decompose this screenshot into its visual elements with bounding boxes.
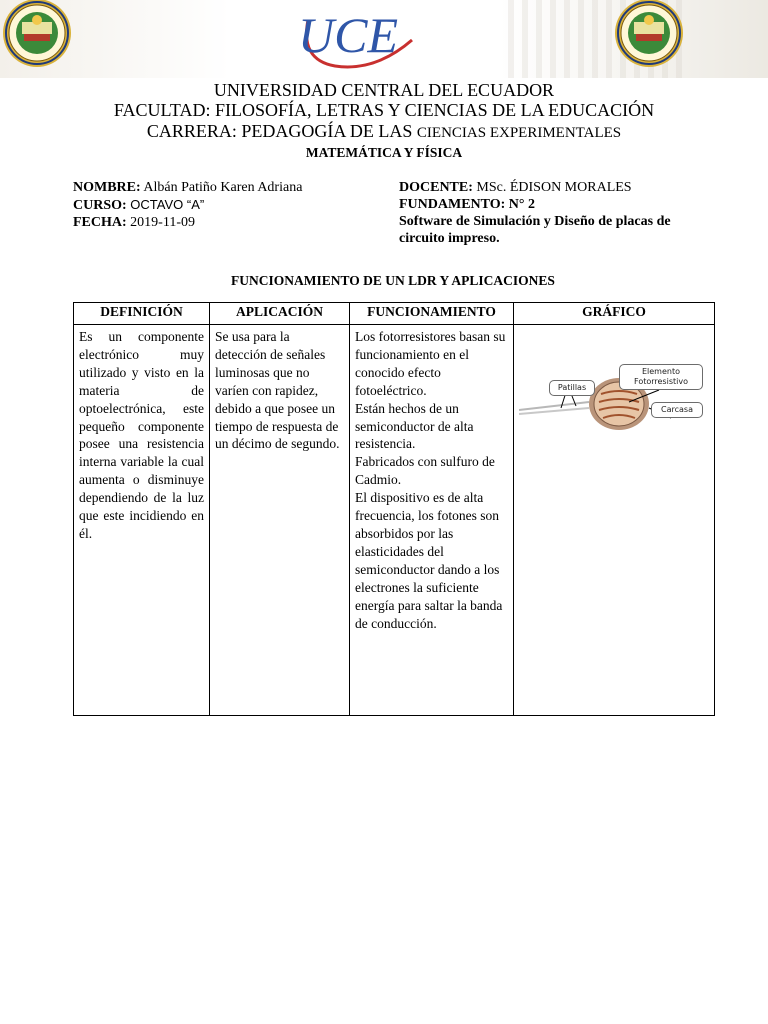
header-funcionamiento: FUNCIONAMIENTO <box>350 303 514 325</box>
document-titles <box>0 80 768 162</box>
fundamento-detail <box>399 213 719 247</box>
fundamento-detail-text: Software de Simulación y Diseño de placas de circuito impreso. <box>399 214 671 246</box>
faculty-title: FACULTAD: FILOSOFÍA, LETRAS Y CIENCIAS DE LA EDUCACIÓN <box>113 100 655 120</box>
table-header-row <box>74 303 715 325</box>
university-seal-right <box>611 0 687 72</box>
label-elemento-fotorresistivo <box>619 364 703 390</box>
subject-title: MATEMÁTICA Y FÍSICA <box>305 145 463 160</box>
docente-value: MSc. ÉDISON MORALES <box>472 180 632 195</box>
career-prefix: CARRERA: PEDAGOGÍA DE LAS <box>146 121 417 141</box>
nombre-line <box>73 179 373 196</box>
docente-label: DOCENTE: <box>399 180 473 195</box>
ldr-table <box>73 302 715 716</box>
career-suffix: CIENCIAS EXPERIMENTALES <box>416 125 622 141</box>
label-elemento-line1: Elemento <box>641 367 680 376</box>
cell-funcionamiento <box>350 325 514 716</box>
nombre-value: Albán Patiño Karen Adriana <box>140 180 303 195</box>
ldr-figure <box>519 350 703 436</box>
funcionamiento-paragraph: Están hechos de un semiconductor de alta resistencia. <box>355 400 474 452</box>
table-row <box>74 325 715 716</box>
curso-value: OCTAVO “A” <box>126 197 205 212</box>
label-carcasa: Carcasa <box>651 402 703 418</box>
ldr-illustration <box>519 350 703 436</box>
section-title: FUNCIONAMIENTO DE UN LDR Y APLICACIONES <box>231 273 555 288</box>
teacher-info <box>399 179 719 247</box>
cell-definicion: Es un componente electrónico muy utilizado y visto en la materia de optoelectrónica, este pequeño componente posee una resistencia interna variable la cual aumenta o disminuye dependiendo de la luz que este incidiendo en él. <box>74 325 210 716</box>
curso-line <box>73 196 373 214</box>
uce-logo <box>290 0 430 78</box>
university-seal-left <box>0 0 76 72</box>
fecha-label: FECHA: <box>73 215 127 230</box>
funcionamiento-paragraph: El dispositivo es de alta frecuencia, los fotones son absorbidos por las elasticidades del semiconductor dando a los electrones la suficiente energía para saltar la banda de conducción. <box>355 490 503 631</box>
funcionamiento-paragraph: Fabricados con sulfuro de Cadmio. <box>355 454 495 488</box>
header-banner <box>0 0 768 78</box>
fecha-line <box>73 214 373 231</box>
label-elemento-line2: Fotorresistivo <box>634 377 688 386</box>
header-aplicacion: APLICACIÓN <box>210 303 350 325</box>
uce-logo-text: UCE <box>298 7 398 63</box>
fecha-value: 2019-11-09 <box>126 215 195 230</box>
career-title <box>0 121 768 144</box>
header-grafico: GRÁFICO <box>514 303 715 325</box>
curso-label: CURSO: <box>73 198 127 213</box>
header-definicion: DEFINICIÓN <box>74 303 210 325</box>
nombre-label: NOMBRE: <box>73 180 141 195</box>
fundamento-line <box>399 196 719 213</box>
docente-line <box>399 179 719 196</box>
cell-grafico <box>514 325 715 716</box>
cell-aplicacion: Se usa para la detección de señales luminosas que no varíen con rapidez, debido a que posee un tiempo de respuesta de un décimo de segundo. <box>210 325 350 716</box>
fundamento-label: FUNDAMENTO: N° 2 <box>399 197 536 212</box>
university-title: UNIVERSIDAD CENTRAL DEL ECUADOR <box>213 80 555 100</box>
label-patillas: Patillas <box>549 380 595 396</box>
funcionamiento-paragraph: Los fotorresistores basan su funcionamiento en el conocido efecto fotoeléctrico. <box>355 329 506 398</box>
student-info <box>73 179 373 231</box>
